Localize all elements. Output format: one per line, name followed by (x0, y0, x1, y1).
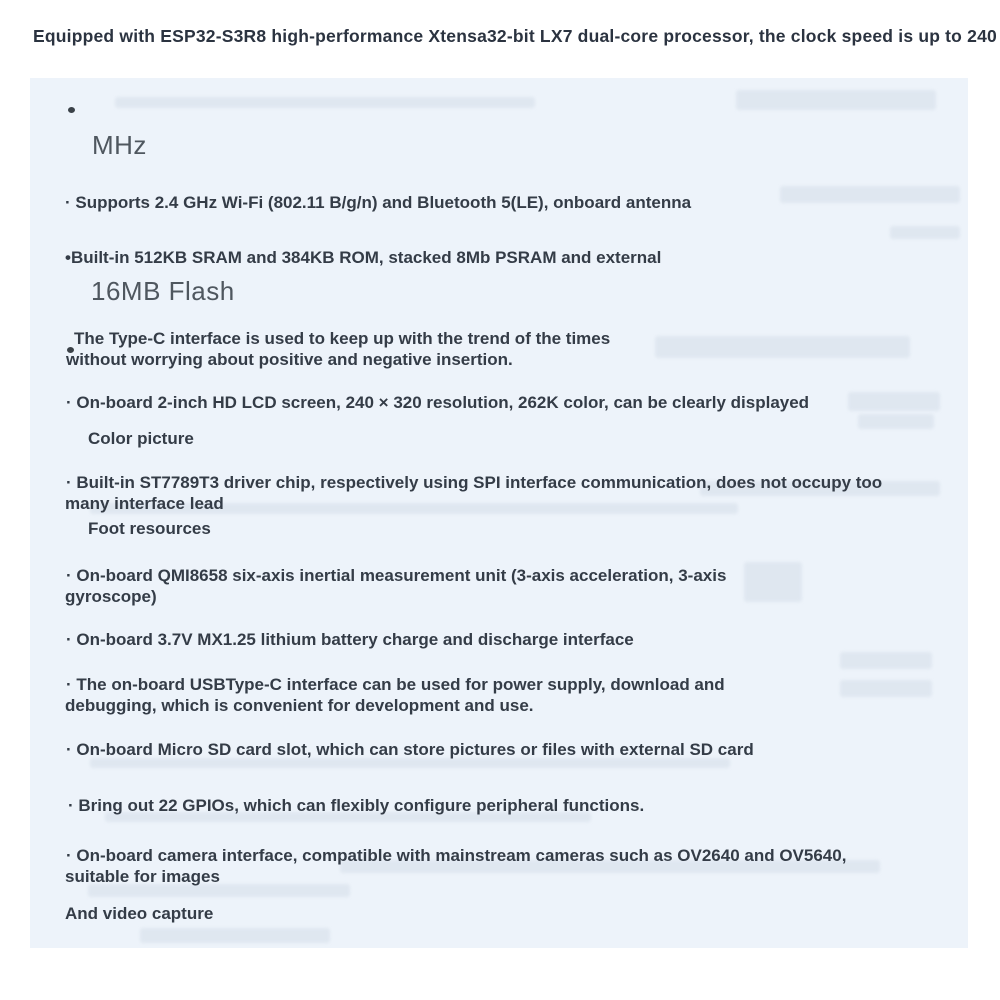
feature-line: · The on-board USBType-C interface can be used for power supply, download and (66, 675, 725, 694)
features-panel (30, 78, 968, 948)
feature-line: many interface lead (65, 494, 224, 513)
feature-line: · Supports 2.4 GHz Wi-Fi (802.11 B/g/n) and Bluetooth 5(LE), onboard antenna (65, 193, 692, 212)
ghost-text-fragment (780, 186, 960, 203)
feature-line: •Built-in 512KB SRAM and 384KB ROM, stacked 8Mb PSRAM and external (65, 248, 662, 267)
feature-line: · On-board camera interface, compatible with mainstream cameras such as OV2640 and OV5640, (66, 846, 847, 865)
feature-line: And video capture (65, 904, 214, 923)
bullet-dot (68, 107, 75, 113)
feature-line: 16MB Flash (91, 276, 235, 306)
ghost-text-fragment (744, 562, 802, 602)
ghost-text-fragment (858, 414, 934, 429)
ghost-text-fragment (655, 336, 910, 358)
feature-line: Foot resources (88, 519, 211, 538)
feature-line: Color picture (88, 429, 194, 448)
ghost-text-fragment (140, 928, 330, 943)
ghost-text-fragment (890, 226, 960, 239)
feature-line: · On-board Micro SD card slot, which can store pictures or files with external SD card (66, 740, 754, 759)
ghost-text-fragment (840, 652, 932, 669)
feature-line: without worrying about positive and negative insertion. (66, 350, 513, 369)
feature-line: · Bring out 22 GPIOs, which can flexibly configure peripheral functions. (68, 796, 645, 815)
page-title: Equipped with ESP32-S3R8 high-performance Xtensa32-bit LX7 dual-core processor, the clock speed is up to 240 (33, 26, 997, 46)
feature-line: The Type-C interface is used to keep up with the trend of the times (74, 329, 611, 348)
feature-line: · On-board 2-inch HD LCD screen, 240 × 320 resolution, 262K color, can be clearly displayed (66, 393, 810, 412)
ghost-text-fragment (848, 392, 940, 411)
ghost-text-fragment (736, 90, 936, 110)
ghost-text-fragment (115, 97, 535, 108)
ghost-text-fragment (840, 680, 932, 697)
feature-line: · On-board 3.7V MX1.25 lithium battery charge and discharge interface (66, 630, 634, 649)
feature-line: suitable for images (65, 867, 220, 886)
feature-line: · Built-in ST7789T3 driver chip, respectively using SPI interface communication, does not occupy too (66, 473, 883, 492)
feature-line: · On-board QMI8658 six-axis inertial measurement unit (3-axis acceleration, 3-axis (66, 566, 727, 585)
feature-line: gyroscope) (65, 587, 157, 606)
feature-line: debugging, which is convenient for development and use. (65, 696, 534, 715)
feature-line: MHz (92, 130, 147, 160)
